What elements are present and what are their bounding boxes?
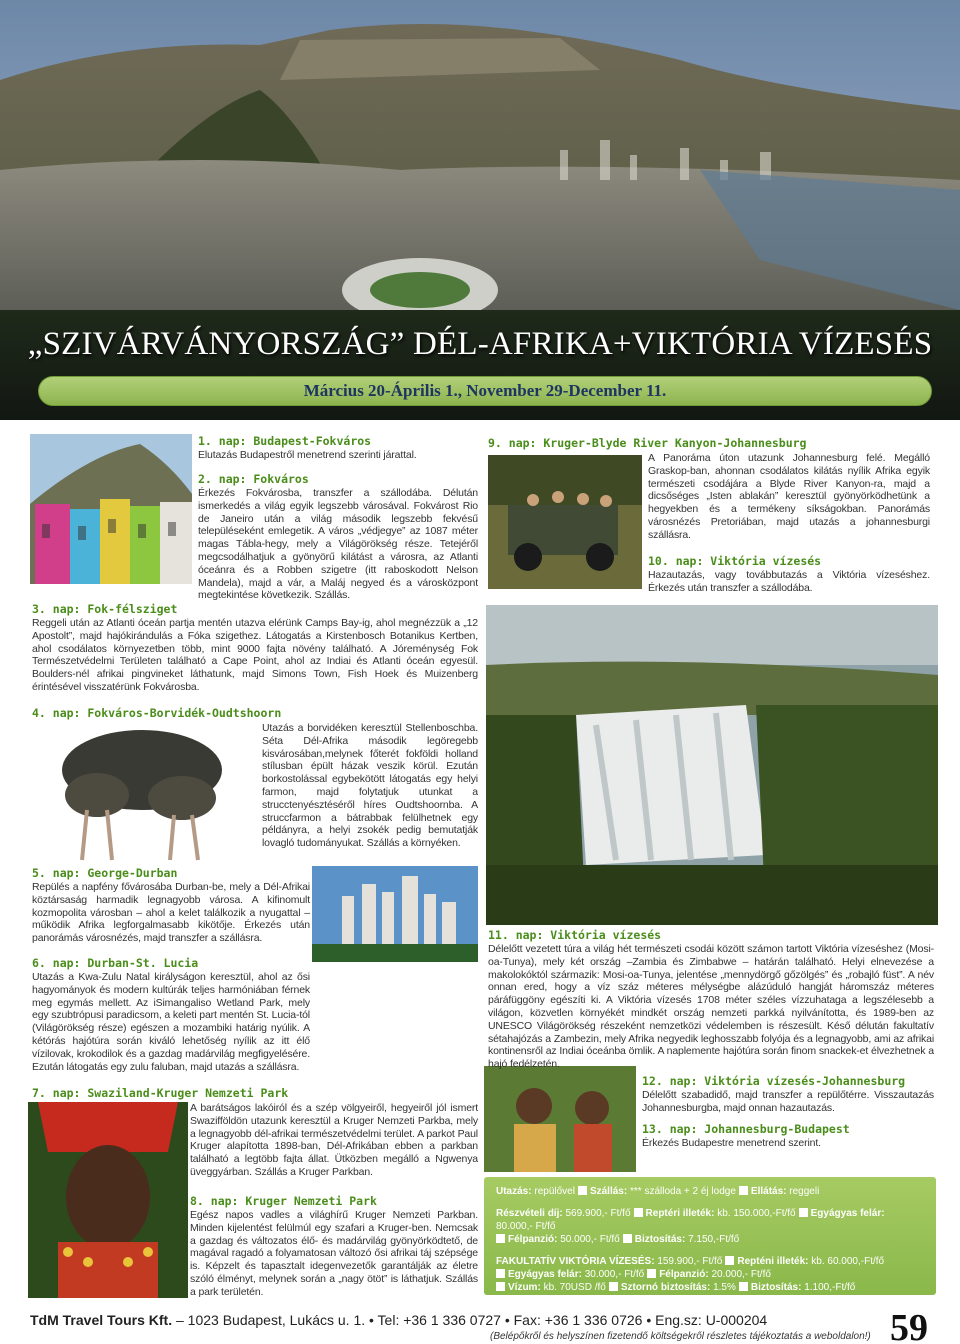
label-insurance-2: Biztosítás:: [750, 1282, 802, 1293]
photo-children: [484, 1066, 636, 1172]
day-1-text: Elutazás Budapestről menetrend szerinti járattal.: [198, 449, 417, 461]
day-13-text: Érkezés Budapestre menetrend szerint.: [642, 1137, 821, 1149]
day-4-title: 4. nap: Fokváros-Borvidék-Oudtshoorn: [32, 706, 282, 720]
value-travel: repülővel: [534, 1186, 575, 1197]
label-accommodation: Szállás:: [589, 1186, 628, 1197]
price-row-5: [496, 1268, 924, 1281]
label-airport-tax-2: Repténi illeték:: [737, 1256, 809, 1267]
day-9-title-block: [488, 436, 938, 451]
day-5: [32, 866, 310, 945]
label-single-supplement: Egyágyas felár:: [810, 1208, 885, 1219]
day-4-text: Utazás a borvidéken keresztül Stellenboschba. Séta Dél-Afrika második legöregebb kisvárosában,melynek főterét fokföldi holland stílusban épült házak veszik körül. Ezután borkostolással egybekötött látogatás egy helyi farmon, majd folytatjuk utunkat a strucctenyésztéséről híres Oudtshoornba. A struccfarmon a bátrabbak felülhetnek egy példányra, a helyi zsokék pedig bemutatják lovagló tudományukat. Szállás a környéken.: [262, 722, 478, 850]
day-3-title: 3. nap: Fok-félsziget: [32, 602, 178, 616]
label-half-board-2: Félpanzió:: [659, 1269, 709, 1280]
day-4: [262, 722, 478, 850]
price-row-2: [496, 1207, 924, 1233]
day-12: [642, 1074, 934, 1115]
day-4-title-block: [32, 706, 478, 721]
value-airport-tax-2: kb. 60.000,-Ft/fő: [811, 1256, 885, 1267]
day-12-title: 12. nap: Viktória vízesés-Johannesburg: [642, 1074, 906, 1088]
day-1-title: 1. nap: Budapest-Fokváros: [198, 434, 372, 448]
day-2-title: 2. nap: Fokváros: [198, 472, 309, 486]
label-travel: Utazás:: [496, 1186, 532, 1197]
value-half-board-2: 20.000,- Ft/fő: [711, 1269, 771, 1280]
label-half-board: Félpanzió:: [508, 1234, 558, 1245]
day-13-title: 13. nap: Johannesburg-Budapest: [642, 1122, 850, 1136]
footer-note: (Belépőkről és helyszínen fizetendő költségekről részletes tájékoztatás a weboldalon!): [490, 1331, 871, 1342]
day-5-title: 5. nap: George-Durban: [32, 866, 178, 880]
value-visa: kb. 70USD /fő: [543, 1282, 606, 1293]
price-row-3: [496, 1233, 924, 1246]
value-board: reggeli: [789, 1186, 820, 1197]
day-9-text: A Panoráma úton utazunk Johannesburg felé. Megálló Graskop-ban, ahonnan csodálatos kilátás nyílik Afrika egyik természeti csodájára a Blyde River Kanyon-ra, majd a dicsőséges „Isten ablakán” keresztül gyönyörködhetünk a hegyekben és a termékeny síkságokban. Panorámás városnézés Pretoriában, majd utazás a johannesburgi szállásra.: [648, 452, 930, 541]
page-title: „SZIVÁRVÁNYORSZÁG” DÉL-AFRIKA+VIKTÓRIA VÍZESÉS: [27, 326, 933, 362]
price-row-1: [496, 1185, 924, 1198]
label-board: Ellátás:: [750, 1186, 787, 1197]
day-3: [32, 602, 478, 694]
photo-colorful-houses: [30, 434, 192, 584]
photo-ostriches: [32, 720, 256, 866]
day-8-text: Egész napos vadles a világhírű Kruger Nemzeti Parkban. Minden kijelentést felülmúl egy szafari a Kruger-ben. Nemcsak a gazdag és változatos élő- és madárvilág gyönyörködtető, de magával ragadó a folyamatosan változó ősi afrikai táj szépsége is. Képzelt és tapasztalt idegenvezetők garantálják az életre szóló élményt, melynek során a „nagy ötöt” is láthatjuk. Szállás a park területén.: [190, 1209, 478, 1298]
day-11: [488, 928, 934, 1071]
label-price: Részvételi díj:: [496, 1208, 563, 1219]
day-8-title: 8. nap: Kruger Nemzeti Park: [190, 1194, 377, 1208]
day-3-text: Reggeli után az Atlanti óceán partja mentén utazva elérünk Camps Bay-ig, ahol megnézzük a „12 Apostolt”, majd hajókirándulás a Fóka szigethez. Látogatás a Kirstenbosch Botanikus Kertben, ahol csodálatos környezetben több, mint 9000 fajta növény található. A Jóreménység Fok Természetvédelmi Területen található a Cape Point, ahol az Indiai és Atlanti óceán egyesül. Boulders-nél afrikai pingvineket láthatunk, majd Simons Town, Fish Hoek és Muizenberg érintésével visszatérünk Fokvárosba.: [32, 617, 478, 693]
photo-safari-jeep: [488, 455, 642, 589]
price-box: [484, 1177, 936, 1295]
value-airport-tax: kb. 150.000,-Ft/fő: [717, 1208, 796, 1219]
day-9: [648, 452, 930, 542]
day-2-text: Érkezés Fokvárosba, transzfer a szállodába. Délután ismerkedés a világ egyik legszebb városával. Fokvárost Rio de Janeiro után a világ második legszebb fekvésű településeként emlegetik. A város „védjegye” az 1087 méter magas Tábla-hegy, mely a Világörökség része. Tetejéről megcsodálhatjuk a gyönyörű kilátást a városra, az Atlanti óceánra és a Robben szigetre (itt raboskodott Nelson Mandela), majd a vár, a Maláj negyed és a városközpont megtekintése következik. Szállás.: [198, 487, 478, 602]
date-bar: Március 20-Április 1., November 29-December 11.: [38, 376, 932, 406]
value-insurance-2: 1.100,-Ft/fő: [804, 1282, 856, 1293]
label-single-supplement-2: Egyágyas felár:: [508, 1269, 582, 1280]
footer-contact: [30, 1312, 767, 1328]
label-cancellation: Sztornó biztosítás:: [620, 1282, 711, 1293]
company-name: TdM Travel Tours Kft.: [30, 1312, 173, 1328]
day-8: [190, 1194, 478, 1299]
value-half-board: 50.000,- Ft/fő: [560, 1234, 620, 1245]
photo-swazi-girl: [28, 1102, 188, 1298]
photo-victoria-falls: [486, 605, 938, 925]
value-price: 569.900,- Ft/fő: [565, 1208, 631, 1219]
day-10: [648, 554, 930, 595]
day-9-title: 9. nap: Kruger-Blyde River Kanyon-Johannesburg: [488, 436, 807, 450]
day-11-text: Délelőtt vezetett túra a világ hét természeti csodái között számon tartott Viktória vízeséshez (Mosi-oa-Tunya), mely két ország –Zambia és Zimbabwe – határán található. Helyi elnevezése a makolokóktól származik: Mosi-oa-Tunya, jelentése „mennydörgő gőzölgés” és „robajló füst”. A név onnan ered, hogy a víz száz méteres mélységbe alázúduló hangját háromszáz méteres páráfüggöny egészíti ki. A Viktória vízesés 1708 méter széles vízzuhataga a legszélesebb a világon, közvetlen környékét mindkét ország nemzeti parkká nyilvánította, és 1989-ben az UNESCO Világörökség részeként nemzetközi védelemben is részesült. Késő délután fakultatív sétahajózás a Zambezin, mely Afrika negyedik leghosszabb folyója és a legnagyobb, ami az afrikai kontinensről az Indiai óceánba ömlik. A naplemente hajótúra során finom snackek-et élvezhetnek a hajó fedélzetén.: [488, 943, 934, 1071]
label-airport-tax: Reptéri illeték:: [645, 1208, 715, 1219]
day-2: [198, 472, 478, 602]
day-6: [32, 956, 310, 1073]
day-6-title: 6. nap: Durban-St. Lucia: [32, 956, 199, 970]
value-accommodation: *** szálloda + 2 éj lodge: [629, 1186, 736, 1197]
contact-info: – 1023 Budapest, Lukács u. 1. • Tel: +36 1 336 0727 • Fax: +36 1 336 0726 • Eng.sz: U-000204: [172, 1312, 768, 1328]
day-7-title: 7. nap: Swaziland-Kruger Nemzeti Park: [32, 1086, 289, 1100]
value-single-supplement: 80.000,- Ft/fő: [496, 1221, 556, 1232]
value-cancellation: 1.5%: [713, 1282, 736, 1293]
value-optional-falls: 159.900,- Ft/fő: [657, 1256, 723, 1267]
day-10-title: 10. nap: Viktória vízesés: [648, 554, 822, 568]
day-1: [198, 434, 478, 462]
label-insurance: Biztosítás:: [634, 1234, 686, 1245]
day-6-text: Utazás a Kwa-Zulu Natal királyságon keresztül, ahol az ősi hagyományok és modern kultúrák teljes harmóniában férnek meg egymás mellett. Az iSimangaliso Wetland Park, mely egy szubtrópusi paradicsom, a keleti part mentén St. Lucia-tól (Világörökség része) egészen a mozambiki határig nyúlik. A kétórás hajótúra során kiváló lehetőség nyílik az itt élő vízilovak, krokodilok és a gazdag madárvilág megfigyelésére. Ezután látogatás egy zulu faluban, majd utazás a szállásra.: [32, 971, 310, 1073]
day-7: [190, 1102, 478, 1179]
page-number: 59: [890, 1307, 928, 1344]
value-single-supplement-2: 30.000,- Ft/fő: [584, 1269, 645, 1280]
day-5-text: Repülés a napfény fővárosába Durban-be, mely a Dél-Afrikai köztársaság harmadik legnagyobb városa. A kifinomult kozmopolita városban – ahol a kelet találkozik a nyugattal – működik Afrika legforgalmasabb kikötője. Érkezés után panorámás városnézés, majd transzfer a szállásra.: [32, 881, 310, 945]
label-optional-falls: FAKULTATÍV VIKTÓRIA VÍZESÉS:: [496, 1256, 655, 1267]
price-row-6: [496, 1281, 924, 1294]
price-row-4: [496, 1255, 924, 1268]
value-insurance: 7.150,-Ft/fő: [688, 1234, 740, 1245]
day-11-title: 11. nap: Viktória vízesés: [488, 928, 662, 942]
label-visa: Vízum:: [508, 1282, 541, 1293]
day-12-text: Délelőtt szabadidő, majd transzfer a repülőtérre. Visszautazás Johannesburgba, majd onnan hazautazás.: [642, 1089, 934, 1114]
day-7-text: A barátságos lakóiról és a szép völgyeiről, hegyeiről jól ismert Swazifföldön utazunk keresztül a Kruger Nemzeti Parkba, mely a legnagyobb dél-afrikai természetvédelmi terület. A parkot Paul Kruger alapította 1898-ban, Dél-Afrikában ebben a parkban található a legtöbb fajta állat. Ütközben megálló a Ngwenya üveggyárban. Szállás a Kruger Parkban.: [190, 1102, 478, 1178]
day-7-title-block: [32, 1086, 478, 1101]
day-10-text: Hazautazás, vagy továbbutazás a Viktória vízeséshez. Érkezés után transzfer a szállodába.: [648, 569, 930, 594]
day-13: [642, 1122, 934, 1150]
photo-durban-city: [312, 866, 478, 962]
